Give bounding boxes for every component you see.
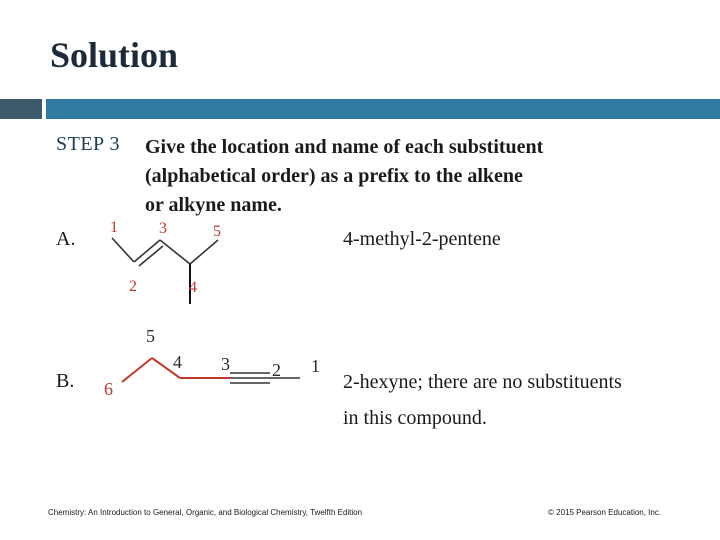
answer-line: in this compound. — [343, 407, 487, 429]
header-bar-light — [46, 99, 720, 119]
slide-title: Solution — [50, 35, 179, 75]
carbon-number-4: 4 — [189, 279, 197, 296]
answer-line: 2-hexyne; there are no substituents — [343, 371, 622, 393]
carbon-number-3: 3 — [159, 220, 167, 237]
step-line: Give the location and name of each substituent — [145, 136, 544, 158]
carbon-number-4: 4 — [173, 352, 182, 372]
step-instructions — [145, 133, 665, 220]
item-a-label: A. — [56, 228, 76, 250]
carbon-number-5: 5 — [146, 326, 155, 346]
answer-b — [343, 364, 622, 436]
carbon-number-3: 3 — [221, 354, 230, 374]
carbon-number-6: 6 — [104, 379, 113, 399]
bond-c3-c4 — [160, 240, 190, 264]
carbon-number-1: 1 — [311, 356, 320, 376]
step-line: (alphabetical order) as a prefix to the alkene — [145, 165, 523, 187]
answer-a — [343, 221, 501, 257]
bond-c1-c2 — [112, 238, 134, 262]
carbon-number-5: 5 — [213, 223, 221, 240]
header-bar-dark — [0, 99, 42, 119]
bond-c6-c5 — [122, 358, 152, 382]
answer-line: 4-methyl-2-pentene — [343, 228, 501, 250]
bond-c4-c5 — [190, 240, 218, 264]
structure-b-2-hexyne — [100, 320, 330, 405]
step-label: STEP 3 — [56, 133, 120, 155]
carbon-number-1: 1 — [110, 219, 118, 236]
carbon-number-2: 2 — [129, 278, 137, 295]
item-b-label: B. — [56, 370, 75, 392]
carbon-number-2: 2 — [272, 360, 281, 380]
bond-c2-c3-double — [139, 246, 163, 266]
structure-a-4-methyl-2-pentene — [100, 212, 260, 312]
footer-copyright: © 2015 Pearson Education, Inc. — [548, 508, 662, 517]
footer-citation: Chemistry: An Introduction to General, Organic, and Biological Chemistry, Twelfth Edition — [48, 508, 363, 517]
step-line: or alkyne name. — [145, 194, 282, 216]
